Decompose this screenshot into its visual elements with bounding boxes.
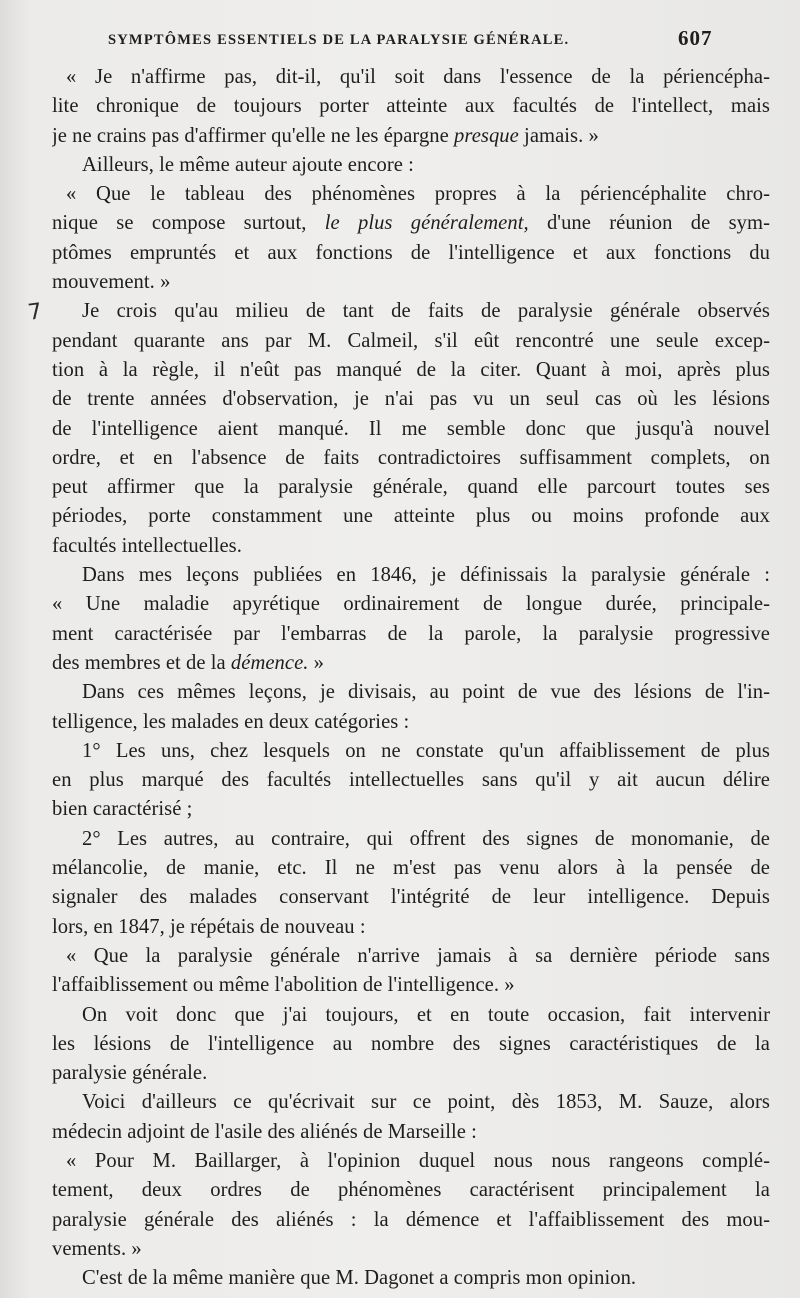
text-line: « Je n'affirme pas, dit-il, qu'il soit dans l'essence de la périencépha-	[66, 66, 770, 88]
text-line: bien caractérisé ;	[52, 798, 193, 821]
text-line: Ailleurs, le même auteur ajoute encore :	[82, 153, 414, 176]
text-line: pendant quarante ans par M. Calmeil, s'il eût rencontré une seule excep-	[52, 329, 770, 352]
text-line: les lésions de l'intelligence au nombre des signes caractéristiques de la	[52, 1032, 770, 1055]
text-line: paralysie générale.	[52, 1062, 208, 1085]
text-line: Voici d'ailleurs ce qu'écrivait sur ce point, dès 1853, M. Sauze, alors	[82, 1091, 770, 1114]
text-line: lors, en 1847, je répétais de nouveau :	[52, 915, 366, 938]
text-line: en plus marqué des facultés intellectuelles sans qu'il y ait aucun délire	[52, 769, 770, 792]
text-line: 1° Les uns, chez lesquels on ne constate qu'un affaiblissement de plus	[82, 739, 770, 762]
text-line: telligence, les malades en deux catégories :	[52, 710, 410, 733]
text-line: ment caractérisée par l'embarras de la parole, la paralysie progressive	[52, 622, 770, 645]
page-number: 607	[678, 26, 713, 50]
text-line: ordre, et en l'absence de faits contradictoires suffisamment complets, on	[52, 446, 770, 469]
running-title: SYMPTÔMES ESSENTIELS DE LA PARALYSIE GÉNÉRALE.	[108, 32, 570, 48]
text-line: Dans ces mêmes leçons, je divisais, au point de vue des lésions de l'in-	[82, 681, 770, 704]
text-line: de trente années d'observation, je n'ai pas vu un seul cas où les lésions	[52, 388, 770, 411]
text-line: médecin adjoint de l'asile des aliénés de Marseille :	[52, 1120, 477, 1143]
text-line: de l'intelligence aient manqué. Il me semble donc que jusqu'à nouvel	[52, 417, 770, 440]
text-line: facultés intellectuelles.	[52, 534, 242, 557]
text-line: tement, deux ordres de phénomènes caractérisent principalement la	[52, 1179, 770, 1202]
text-line: 2° Les autres, au contraire, qui offrent des signes de monomanie, de	[82, 827, 770, 850]
page-header	[0, 28, 800, 58]
text-line: « Que le tableau des phénomènes propres à la périencéphalite chro-	[66, 183, 770, 206]
text-line: On voit donc que j'ai toujours, et en toute occasion, fait intervenir	[82, 1003, 770, 1026]
text-line: signaler des malades conservant l'intégrité de leur intelligence. Depuis	[52, 886, 770, 909]
text-line: nique se compose surtout, le plus généralement, d'une réunion de sym-	[52, 212, 770, 235]
text-line: « Une maladie apyrétique ordinairement de longue durée, principale-	[52, 593, 770, 616]
margin-annotation: 7	[26, 299, 44, 326]
text-line: mouvement. »	[52, 271, 171, 294]
text-line: tion à la règle, il n'eût pas manqué de la citer. Quant à moi, après plus	[52, 358, 770, 381]
text-line: lite chronique de toujours porter atteinte aux facultés de l'intellect, mais	[52, 95, 770, 118]
text-line: je ne crains pas d'affirmer qu'elle ne les épargne presque jamais. »	[52, 124, 599, 147]
text-line: « Pour M. Baillarger, à l'opinion duquel nous nous rangeons complé-	[66, 1149, 770, 1172]
text-line: des membres et de la démence. »	[52, 651, 325, 674]
text-line: périodes, porte constamment une atteinte plus ou moins profonde aux	[52, 505, 770, 528]
text-line: Je crois qu'au milieu de tant de faits de paralysie générale observés	[82, 300, 770, 323]
text-line: vements. »	[52, 1237, 142, 1260]
text-line: Dans mes leçons publiées en 1846, je définissais la paralysie générale :	[82, 564, 770, 587]
text-line: ptômes empruntés et aux fonctions de l'intelligence et aux fonctions du	[52, 241, 770, 264]
text-line: « Que la paralysie générale n'arrive jamais à sa dernière période sans	[66, 944, 770, 967]
text-line: C'est de la même manière que M. Dagonet a compris mon opinion.	[82, 1267, 637, 1290]
text-line: peut affirmer que la paralysie générale, quand elle parcourt toutes ses	[52, 476, 770, 499]
text-line: l'affaiblissement ou même l'abolition de l'intelligence. »	[52, 974, 515, 997]
body-text	[52, 63, 770, 1293]
text-line: paralysie générale des aliénés : la démence et l'affaiblissement des mou-	[52, 1208, 770, 1231]
text-line: mélancolie, de manie, etc. Il ne m'est pas venu alors à la pensée de	[52, 857, 770, 880]
